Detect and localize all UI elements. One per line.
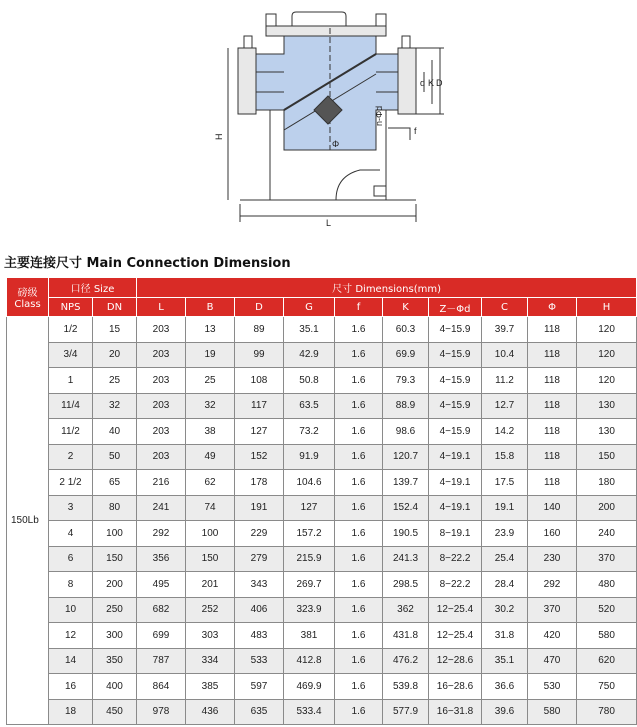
- table-cell: 292: [528, 572, 577, 598]
- table-cell: 157.2: [284, 521, 335, 547]
- column-header: G: [284, 298, 335, 317]
- right-flange: [398, 48, 416, 114]
- table-cell: 406: [235, 597, 284, 623]
- column-header: C: [482, 298, 528, 317]
- column-header: L: [137, 298, 186, 317]
- table-cell: 2: [49, 444, 93, 470]
- table-cell: 8−22.2: [429, 572, 482, 598]
- table-cell: 12−25.4: [429, 623, 482, 649]
- column-header: Φ: [528, 298, 577, 317]
- table-cell: 635: [235, 699, 284, 725]
- table-cell: 104.6: [284, 470, 335, 496]
- table-cell: 370: [528, 597, 577, 623]
- table-row: [7, 317, 637, 343]
- table-cell: 420: [528, 623, 577, 649]
- table-cell: 495: [137, 572, 186, 598]
- table-cell: 4−15.9: [429, 342, 482, 368]
- table-cell: 16−31.8: [429, 699, 482, 725]
- table-cell: 203: [137, 393, 186, 419]
- table-cell: 98.6: [383, 419, 429, 445]
- class-cell: 150Lb: [7, 317, 49, 725]
- table-cell: 334: [186, 648, 235, 674]
- table-cell: 120.7: [383, 444, 429, 470]
- label-phi: Φ: [332, 139, 340, 149]
- table-row: [7, 368, 637, 394]
- table-cell: 35.1: [482, 648, 528, 674]
- column-header: B: [186, 298, 235, 317]
- table-cell: 8: [49, 572, 93, 598]
- table-cell: 483: [235, 623, 284, 649]
- strainer-drawing: [0, 0, 600, 240]
- table-cell: 25.4: [482, 546, 528, 572]
- table-cell: 89: [235, 317, 284, 343]
- table-cell: 385: [186, 674, 235, 700]
- table-cell: 4−19.1: [429, 470, 482, 496]
- table-cell: 3/4: [49, 342, 93, 368]
- table-cell: 4−15.9: [429, 368, 482, 394]
- table-cell: 4−15.9: [429, 419, 482, 445]
- table-cell: 780: [577, 699, 637, 725]
- table-cell: 1.6: [335, 597, 383, 623]
- table-cell: 118: [528, 419, 577, 445]
- table-cell: 88.9: [383, 393, 429, 419]
- table-cell: 412.8: [284, 648, 335, 674]
- label-H: H: [214, 133, 224, 140]
- table-cell: 203: [137, 342, 186, 368]
- table-cell: 978: [137, 699, 186, 725]
- table-cell: 17.5: [482, 470, 528, 496]
- table-cell: 215.9: [284, 546, 335, 572]
- table-cell: 381: [284, 623, 335, 649]
- table-cell: 699: [137, 623, 186, 649]
- table-cell: 229: [235, 521, 284, 547]
- table-cell: 520: [577, 597, 637, 623]
- table-cell: 6: [49, 546, 93, 572]
- table-cell: 216: [137, 470, 186, 496]
- table-cell: 150: [186, 546, 235, 572]
- table-cell: 4−15.9: [429, 393, 482, 419]
- table-row: [7, 597, 637, 623]
- table-cell: 1.6: [335, 419, 383, 445]
- size-header: 口径 Size: [49, 278, 137, 298]
- table-cell: 118: [528, 393, 577, 419]
- label-n-phi-d: n-Φd: [374, 105, 384, 126]
- table-cell: 127: [284, 495, 335, 521]
- table-cell: 79.3: [383, 368, 429, 394]
- table-cell: 241: [137, 495, 186, 521]
- table-cell: 1.6: [335, 699, 383, 725]
- table-cell: 203: [137, 368, 186, 394]
- table-cell: 28.4: [482, 572, 528, 598]
- table-row: [7, 444, 637, 470]
- table-body: [7, 317, 637, 725]
- table-cell: 480: [577, 572, 637, 598]
- table-cell: 12−25.4: [429, 597, 482, 623]
- table-row: [7, 470, 637, 496]
- table-cell: 298.5: [383, 572, 429, 598]
- class-header-en: Class: [14, 299, 41, 310]
- table-cell: 400: [93, 674, 137, 700]
- table-cell: 118: [528, 444, 577, 470]
- table-cell: 431.8: [383, 623, 429, 649]
- table-cell: 62: [186, 470, 235, 496]
- table-cell: 4: [49, 521, 93, 547]
- table-row: [7, 674, 637, 700]
- label-K: K: [428, 78, 435, 88]
- table-cell: 36.6: [482, 674, 528, 700]
- table-cell: 12: [49, 623, 93, 649]
- table-cell: 12.7: [482, 393, 528, 419]
- table-cell: 25: [93, 368, 137, 394]
- table-cell: 682: [137, 597, 186, 623]
- table-cell: 1.6: [335, 393, 383, 419]
- table-cell: 50.8: [284, 368, 335, 394]
- table-cell: 11/4: [49, 393, 93, 419]
- table-cell: 30.2: [482, 597, 528, 623]
- table-cell: 577.9: [383, 699, 429, 725]
- table-cell: 620: [577, 648, 637, 674]
- table-cell: 130: [577, 419, 637, 445]
- table-cell: 178: [235, 470, 284, 496]
- table-cell: 469.9: [284, 674, 335, 700]
- table-cell: 241.3: [383, 546, 429, 572]
- table-cell: 19.1: [482, 495, 528, 521]
- table-cell: 39.6: [482, 699, 528, 725]
- table-cell: 117: [235, 393, 284, 419]
- table-cell: 350: [93, 648, 137, 674]
- table-cell: 35.1: [284, 317, 335, 343]
- table-cell: 203: [137, 419, 186, 445]
- table-cell: 118: [528, 342, 577, 368]
- table-cell: 4−15.9: [429, 317, 482, 343]
- dimensions-header: 尺寸 Dimensions(mm): [137, 278, 637, 298]
- table-row: [7, 419, 637, 445]
- table-cell: 533: [235, 648, 284, 674]
- table-cell: 32: [93, 393, 137, 419]
- table-cell: 530: [528, 674, 577, 700]
- table-cell: 73.2: [284, 419, 335, 445]
- table-cell: 240: [577, 521, 637, 547]
- table-cell: 15.8: [482, 444, 528, 470]
- table-cell: 130: [577, 393, 637, 419]
- table-cell: 750: [577, 674, 637, 700]
- table-cell: 13: [186, 317, 235, 343]
- label-D: D: [436, 78, 443, 88]
- table-cell: 118: [528, 470, 577, 496]
- label-L: L: [326, 218, 332, 228]
- subheader-row: [7, 298, 637, 317]
- table-cell: 300: [93, 623, 137, 649]
- table-cell: 150: [577, 444, 637, 470]
- table-cell: 11/2: [49, 419, 93, 445]
- table-cell: 15: [93, 317, 137, 343]
- table-cell: 476.2: [383, 648, 429, 674]
- table-cell: 50: [93, 444, 137, 470]
- section-title: 主要连接尺寸 Main Connection Dimension: [4, 256, 291, 271]
- table-row: [7, 623, 637, 649]
- table-cell: 80: [93, 495, 137, 521]
- label-f: f: [414, 126, 417, 136]
- table-cell: 120: [577, 317, 637, 343]
- table-cell: 118: [528, 368, 577, 394]
- table-cell: 60.3: [383, 317, 429, 343]
- table-cell: 38: [186, 419, 235, 445]
- table-cell: 25: [186, 368, 235, 394]
- valve-body: [256, 36, 398, 150]
- table-cell: 201: [186, 572, 235, 598]
- table-cell: 152.4: [383, 495, 429, 521]
- table-cell: 100: [186, 521, 235, 547]
- table-cell: 533.4: [284, 699, 335, 725]
- table-cell: 12−28.6: [429, 648, 482, 674]
- table-cell: 250: [93, 597, 137, 623]
- table-cell: 69.9: [383, 342, 429, 368]
- table-cell: 150: [93, 546, 137, 572]
- column-header: f: [335, 298, 383, 317]
- table-cell: 1.6: [335, 572, 383, 598]
- table-cell: 787: [137, 648, 186, 674]
- table-cell: 356: [137, 546, 186, 572]
- table-cell: 1.6: [335, 495, 383, 521]
- table-cell: 118: [528, 317, 577, 343]
- table-cell: 580: [528, 699, 577, 725]
- table-cell: 190.5: [383, 521, 429, 547]
- table-cell: 152: [235, 444, 284, 470]
- table-cell: 539.8: [383, 674, 429, 700]
- table-row: [7, 572, 637, 598]
- table-cell: 3: [49, 495, 93, 521]
- table-cell: 203: [137, 444, 186, 470]
- table-cell: 40: [93, 419, 137, 445]
- table-cell: 279: [235, 546, 284, 572]
- table-cell: 1.6: [335, 470, 383, 496]
- table-cell: 42.9: [284, 342, 335, 368]
- table-cell: 597: [235, 674, 284, 700]
- table-row: [7, 342, 637, 368]
- lifting-handle: [292, 12, 346, 26]
- table-cell: 303: [186, 623, 235, 649]
- table-cell: 370: [577, 546, 637, 572]
- table-cell: 1/2: [49, 317, 93, 343]
- table-cell: 16: [49, 674, 93, 700]
- table-cell: 1.6: [335, 368, 383, 394]
- table-cell: 191: [235, 495, 284, 521]
- table-cell: 1.6: [335, 521, 383, 547]
- table-cell: 580: [577, 623, 637, 649]
- table-cell: 32: [186, 393, 235, 419]
- column-header: D: [235, 298, 284, 317]
- table-cell: 436: [186, 699, 235, 725]
- table-cell: 1: [49, 368, 93, 394]
- table-cell: 14.2: [482, 419, 528, 445]
- label-d: d: [420, 78, 426, 88]
- table-cell: 120: [577, 368, 637, 394]
- table-cell: 160: [528, 521, 577, 547]
- table-cell: 39.7: [482, 317, 528, 343]
- table-row: [7, 393, 637, 419]
- table-cell: 10: [49, 597, 93, 623]
- table-cell: 74: [186, 495, 235, 521]
- table-cell: 864: [137, 674, 186, 700]
- table-cell: 1.6: [335, 317, 383, 343]
- column-header: NPS: [49, 298, 93, 317]
- table-row: [7, 699, 637, 725]
- column-header: K: [383, 298, 429, 317]
- table-row: [7, 648, 637, 674]
- table-cell: 269.7: [284, 572, 335, 598]
- table-cell: 20: [93, 342, 137, 368]
- table-cell: 252: [186, 597, 235, 623]
- table-cell: 8−22.2: [429, 546, 482, 572]
- table-cell: 470: [528, 648, 577, 674]
- table-cell: 100: [93, 521, 137, 547]
- table-cell: 108: [235, 368, 284, 394]
- dimension-table: [6, 277, 637, 725]
- table-cell: 8−19.1: [429, 521, 482, 547]
- table-cell: 4−19.1: [429, 495, 482, 521]
- table-cell: 127: [235, 419, 284, 445]
- table-cell: 323.9: [284, 597, 335, 623]
- table-cell: 140: [528, 495, 577, 521]
- table-cell: 343: [235, 572, 284, 598]
- table-cell: 292: [137, 521, 186, 547]
- left-flange: [238, 48, 256, 114]
- table-cell: 139.7: [383, 470, 429, 496]
- table-cell: 31.8: [482, 623, 528, 649]
- table-cell: 49: [186, 444, 235, 470]
- table-cell: 23.9: [482, 521, 528, 547]
- table-cell: 14: [49, 648, 93, 674]
- table-cell: 63.5: [284, 393, 335, 419]
- table-cell: 120: [577, 342, 637, 368]
- table-cell: 19: [186, 342, 235, 368]
- top-cover: [266, 26, 386, 36]
- class-header: [7, 278, 49, 317]
- column-header: Z－Φd: [429, 298, 482, 317]
- table-cell: 230: [528, 546, 577, 572]
- table-cell: 10.4: [482, 342, 528, 368]
- table-cell: 11.2: [482, 368, 528, 394]
- table-cell: 1.6: [335, 648, 383, 674]
- table-cell: 4−19.1: [429, 444, 482, 470]
- table-cell: 65: [93, 470, 137, 496]
- class-header-cn: 磅级: [17, 288, 38, 299]
- table-cell: 1.6: [335, 546, 383, 572]
- table-cell: 362: [383, 597, 429, 623]
- table-cell: 203: [137, 317, 186, 343]
- column-header: H: [577, 298, 637, 317]
- table-cell: 200: [93, 572, 137, 598]
- table-row: [7, 546, 637, 572]
- table-cell: 450: [93, 699, 137, 725]
- table-cell: 1.6: [335, 342, 383, 368]
- table-cell: 1.6: [335, 674, 383, 700]
- column-header: DN: [93, 298, 137, 317]
- table-cell: 99: [235, 342, 284, 368]
- table-row: [7, 495, 637, 521]
- table-cell: 2 1/2: [49, 470, 93, 496]
- table-cell: 180: [577, 470, 637, 496]
- table-row: [7, 521, 637, 547]
- table-cell: 1.6: [335, 444, 383, 470]
- table-cell: 91.9: [284, 444, 335, 470]
- table-cell: 16−28.6: [429, 674, 482, 700]
- table-cell: 200: [577, 495, 637, 521]
- table-cell: 1.6: [335, 623, 383, 649]
- table-cell: 18: [49, 699, 93, 725]
